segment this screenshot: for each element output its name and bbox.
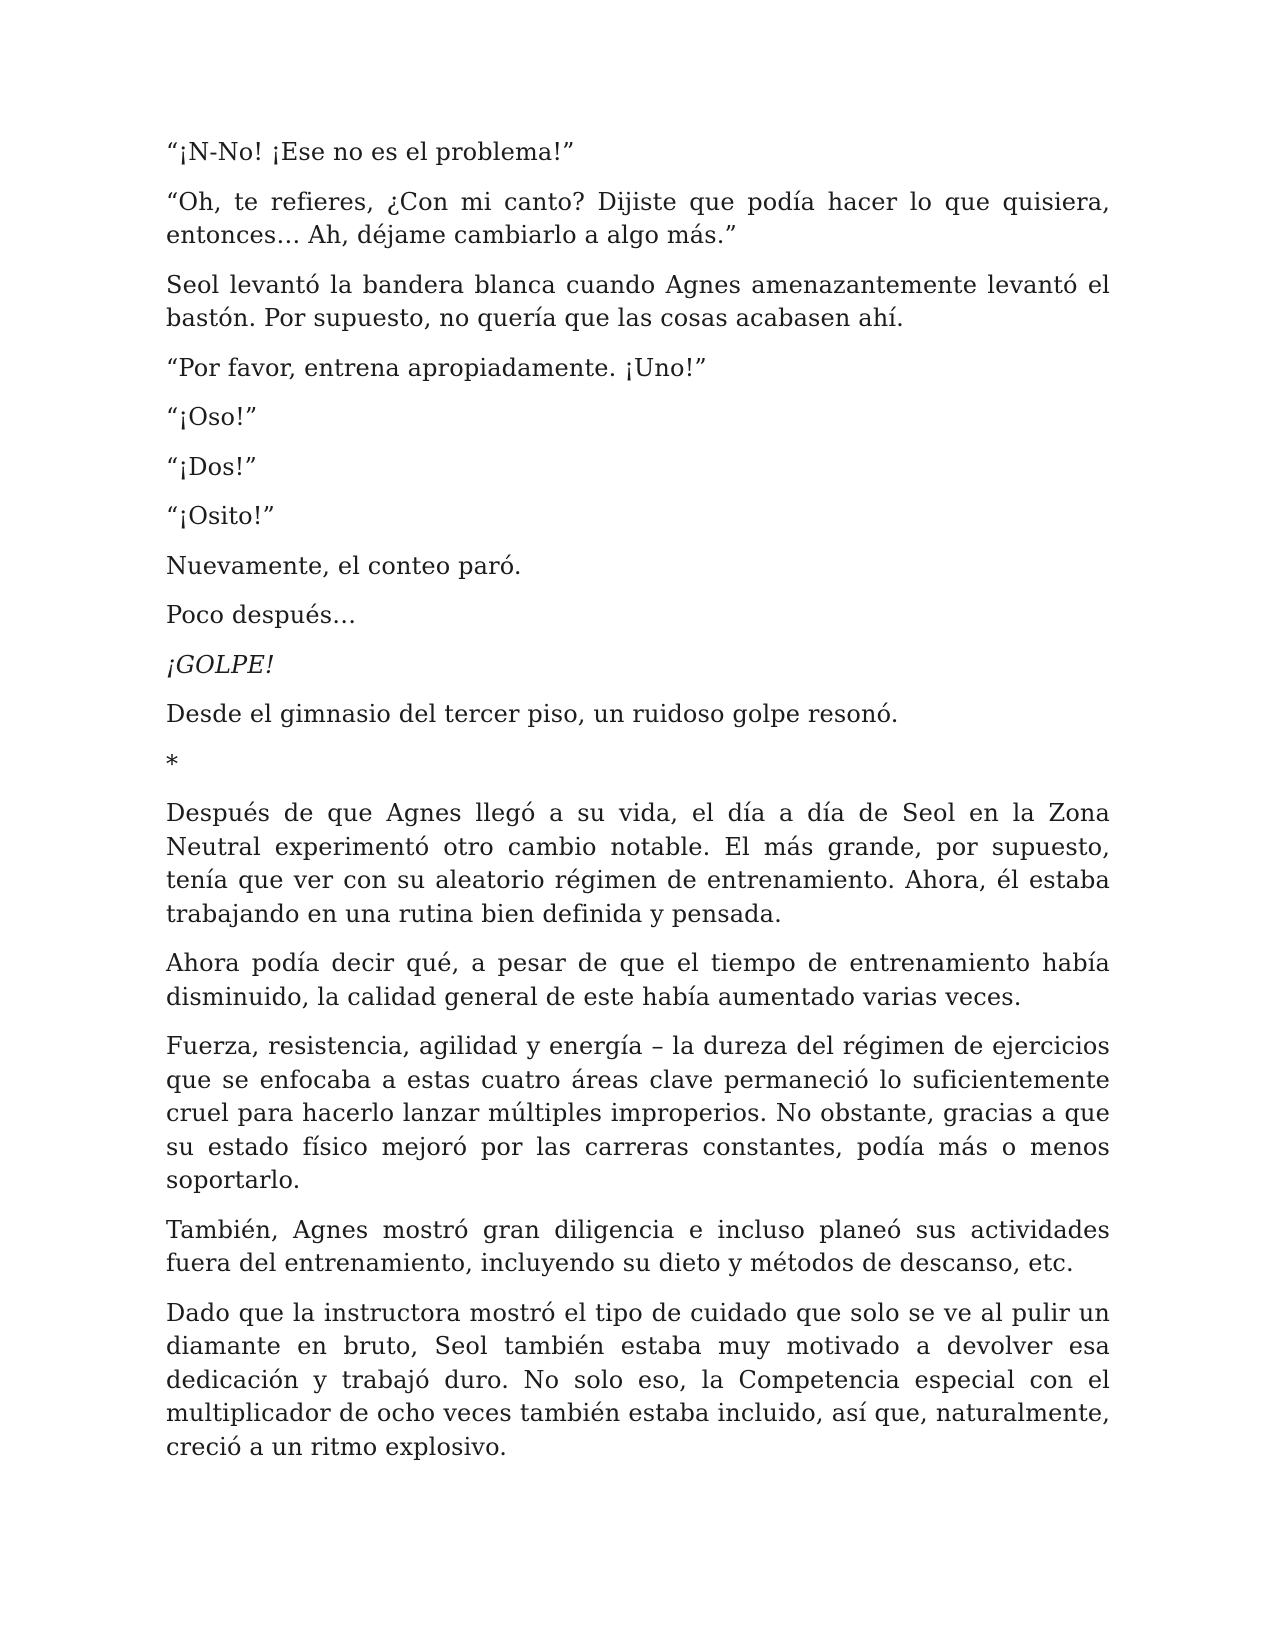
paragraph-dialogue: “¡Oso!”: [166, 403, 258, 431]
scene-separator: *: [166, 749, 179, 778]
paragraph-dialogue: “Por favor, entrena apropiadamente. ¡Uno!”: [166, 353, 707, 382]
paragraph-narration: Fuerza, resistencia, agilidad y energía – la dureza del régimen de ejercicios que se enfocaba a estas cuatro áreas clave permaneció lo suficientemente cruel para hacerlo lanzar múltiples improperios. No obstante, gracias a que su estado físico mejoró por las carreras constantes, podía más o menos soportarlo.: [166, 1032, 1110, 1194]
paragraph-dialogue: “¡N-No! ¡Ese no es el problema!”: [166, 138, 575, 166]
paragraph-narration: Nuevamente, el conteo paró.: [166, 551, 522, 580]
paragraph-narration: Ahora podía decir qué, a pesar de que el tiempo de entrenamiento había disminuido, la calidad general de este había aumentado varias veces.: [166, 949, 1110, 1011]
document-body: [166, 136, 1110, 1480]
paragraph-narration: Desde el gimnasio del tercer piso, un ruidoso golpe resonó.: [166, 700, 899, 728]
paragraph-narration: Seol levantó la bandera blanca cuando Agnes amenazantemente levantó el bastón. Por supuesto, no quería que las cosas acabasen ahí.: [166, 270, 1110, 332]
paragraph-sound-effect: ¡GOLPE!: [166, 650, 275, 679]
paragraph-dialogue: “Oh, te refieres, ¿Con mi canto? Dijiste que podía hacer lo que quisiera, entonces… Ah, déjame cambiarlo a algo más.”: [166, 187, 1110, 249]
paragraph-dialogue: “¡Osito!”: [166, 502, 275, 530]
paragraph-narration: Después de que Agnes llegó a su vida, el día a día de Seol en la Zona Neutral experimentó otro cambio notable. El más grande, por supuesto, tenía que ver con su aleatorio régimen de entrenamiento. Ahora, él estaba trabajando en una rutina bien definida y pensada.: [166, 799, 1110, 928]
paragraph-narration: Poco después…: [166, 601, 357, 629]
paragraph-dialogue: “¡Dos!”: [166, 452, 257, 481]
paragraph-narration: También, Agnes mostró gran diligencia e incluso planeó sus actividades fuera del entrenamiento, incluyendo su dieto y métodos de descanso, etc.: [166, 1215, 1110, 1277]
paragraph-narration: Dado que la instructora mostró el tipo de cuidado que solo se ve al pulir un diamante en bruto, Seol también estaba muy motivado a devolver esa dedicación y trabajó duro. No solo eso, la Competencia especial con el multiplicador de ocho veces también estaba incluido, así que, naturalmente, creció a un ritmo explosivo.: [166, 1298, 1110, 1461]
